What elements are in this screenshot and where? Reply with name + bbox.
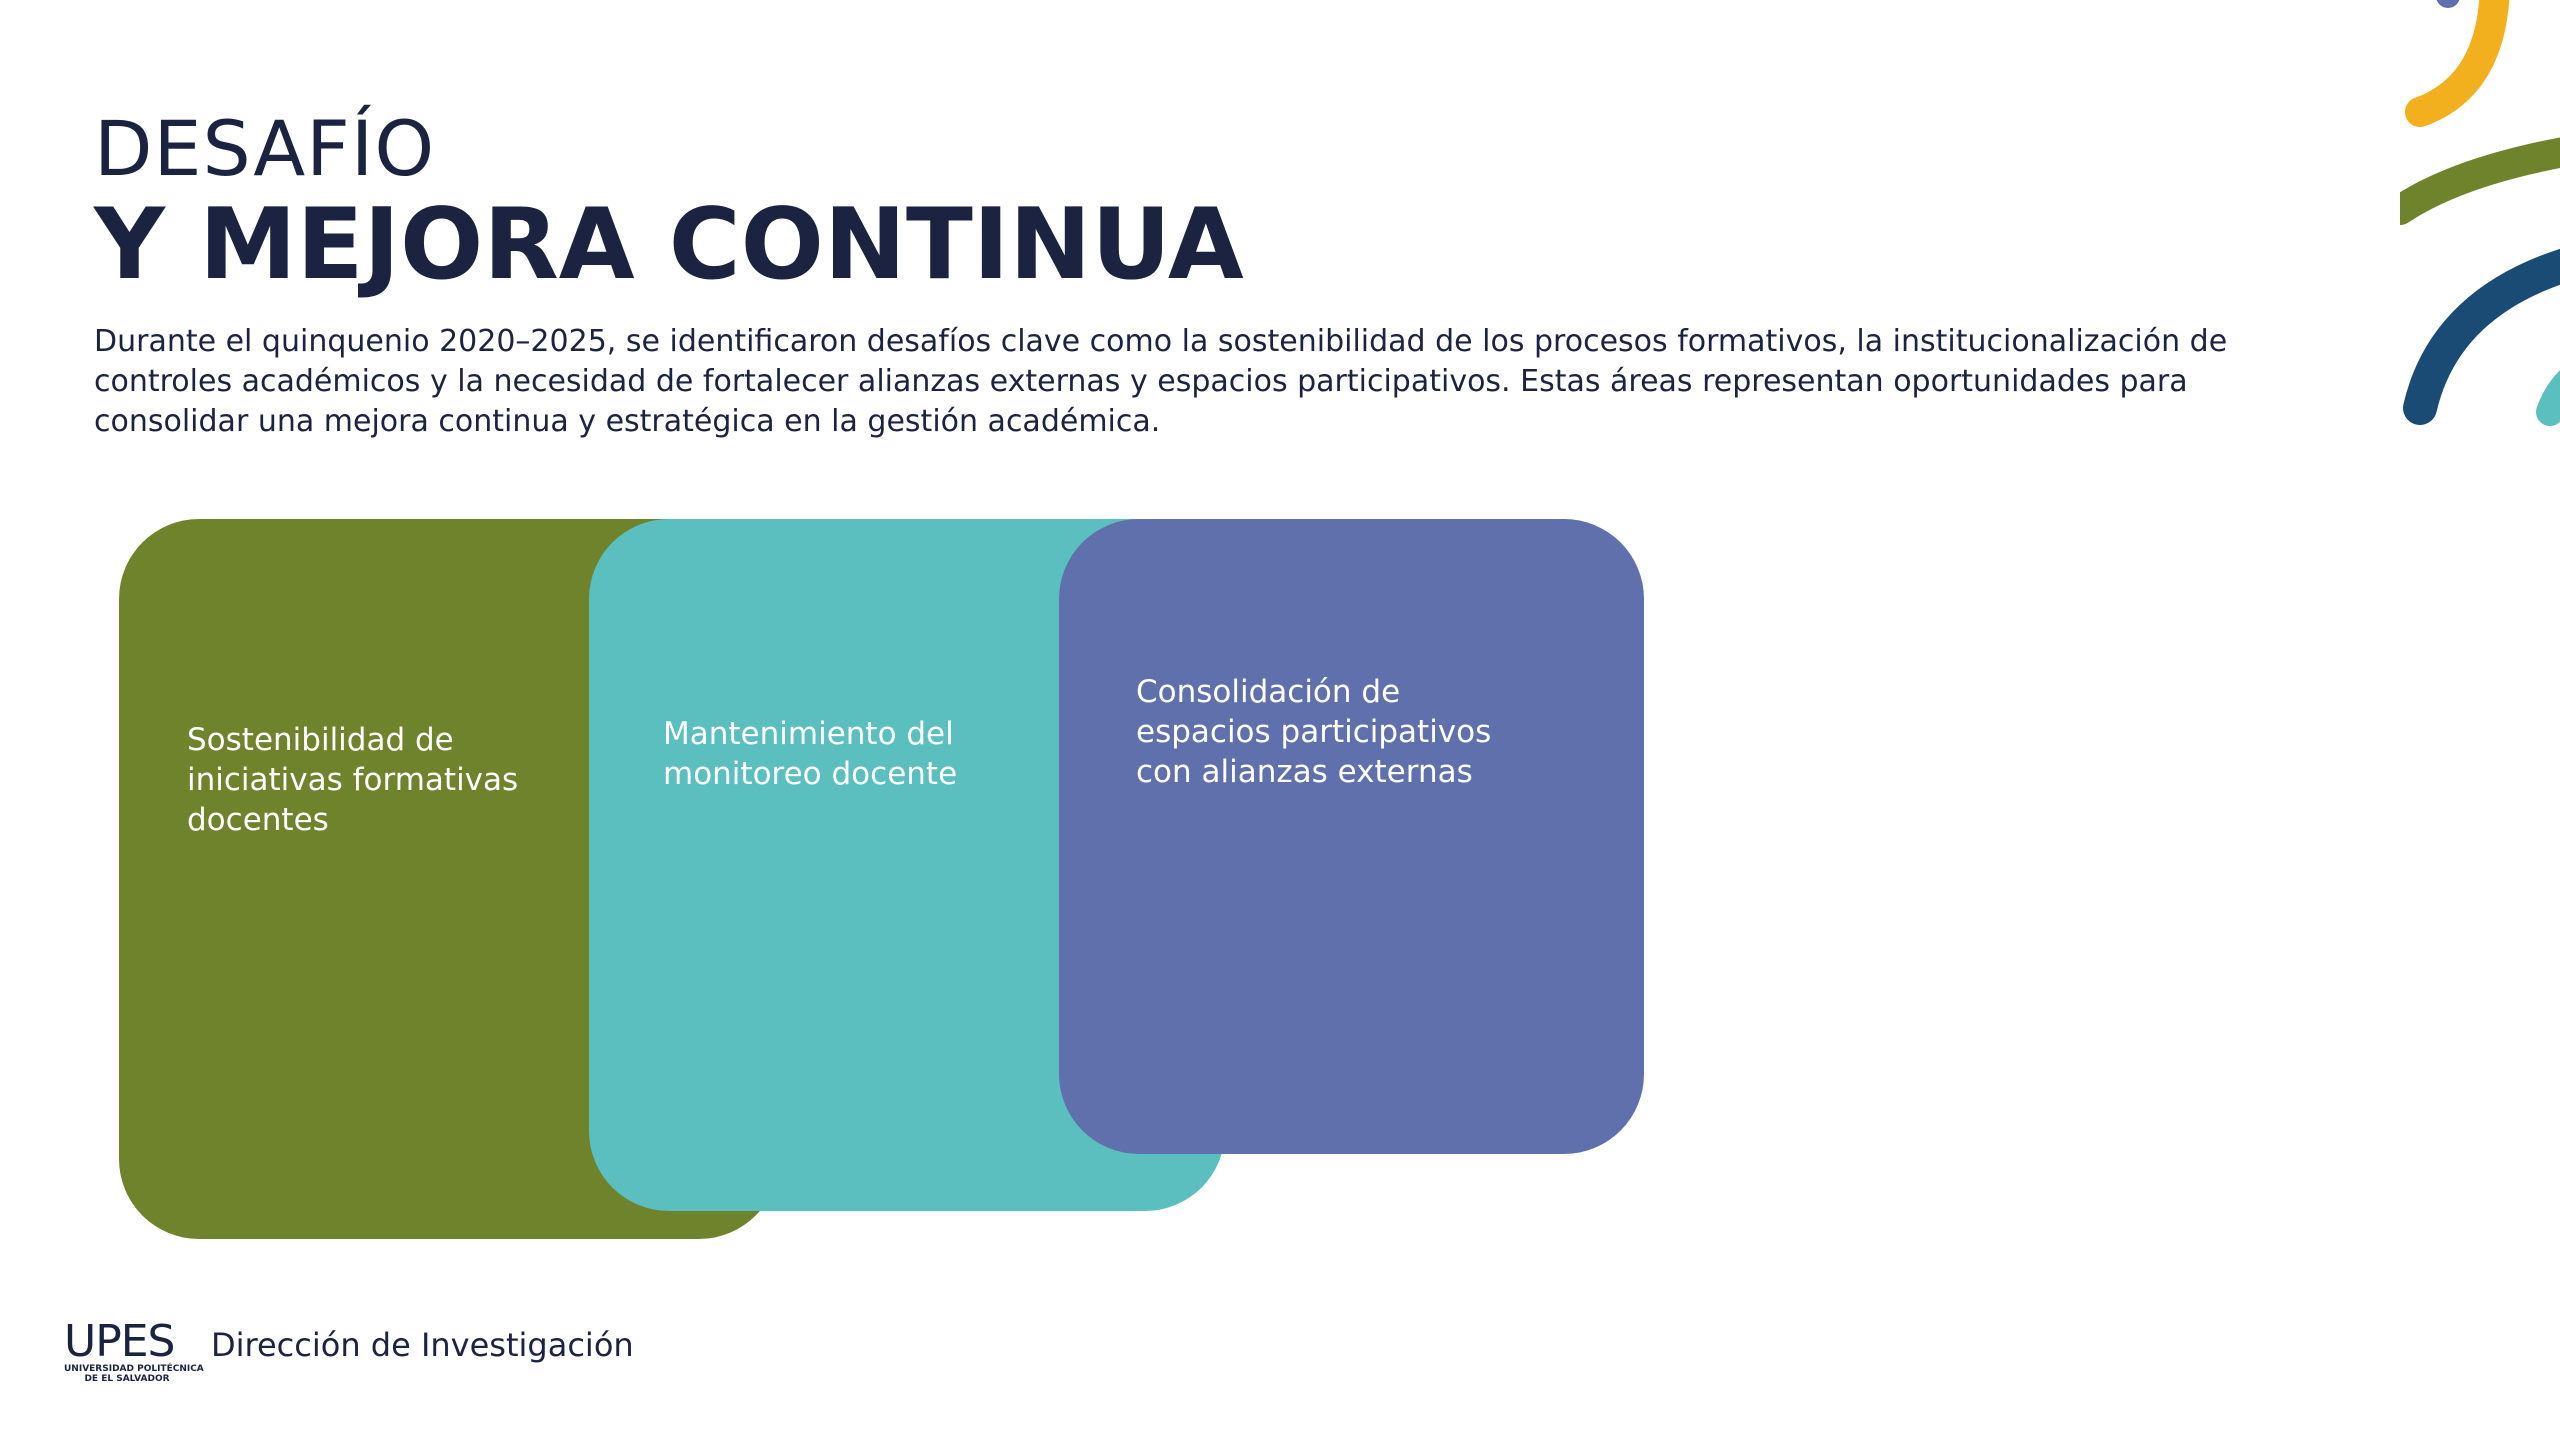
deco-arc-navy — [2420, 262, 2560, 408]
upes-logo-sub-2: DE EL SALVADOR — [84, 1374, 170, 1384]
deco-arc-green — [2400, 150, 2560, 210]
deco-arc-teal — [2550, 372, 2560, 412]
title-line-2: Y MEJORA CONTINUA — [94, 188, 1244, 302]
decorative-arcs-icon — [2400, 0, 2560, 440]
card-monitoreo-label: Mantenimiento del monitoreo docente — [663, 716, 958, 792]
upes-logo — [64, 1316, 204, 1390]
deco-dot-blue — [2436, 0, 2460, 8]
upes-logo-sub-1: UNIVERSIDAD POLITÉCNICA — [64, 1364, 204, 1374]
deco-arc-yellow — [2420, 0, 2495, 112]
upes-logo-mark: UPES — [64, 1316, 175, 1367]
title-line-1: DESAFÍO — [94, 104, 436, 193]
card-alianzas-label: Consolidación de espacios participativos con alianzas externas — [1136, 674, 1492, 790]
card-sostenibilidad-label: Sostenibilidad de iniciativas formativas docentes — [187, 722, 519, 838]
footer-department-label: Dirección de Investigación — [211, 1326, 634, 1364]
card-alianzas — [1059, 519, 1644, 1154]
intro-paragraph: Durante el quinquenio 2020–2025, se identificaron desafíos clave como la sostenibilidad de los procesos formativos, la institucionalización de controles académicos y la necesidad de fortalecer alianzas externas y espacios participativos. Estas áreas representan oportunidades para consolidar una mejora continua y estratégica en la gestión académica. — [94, 324, 2228, 439]
